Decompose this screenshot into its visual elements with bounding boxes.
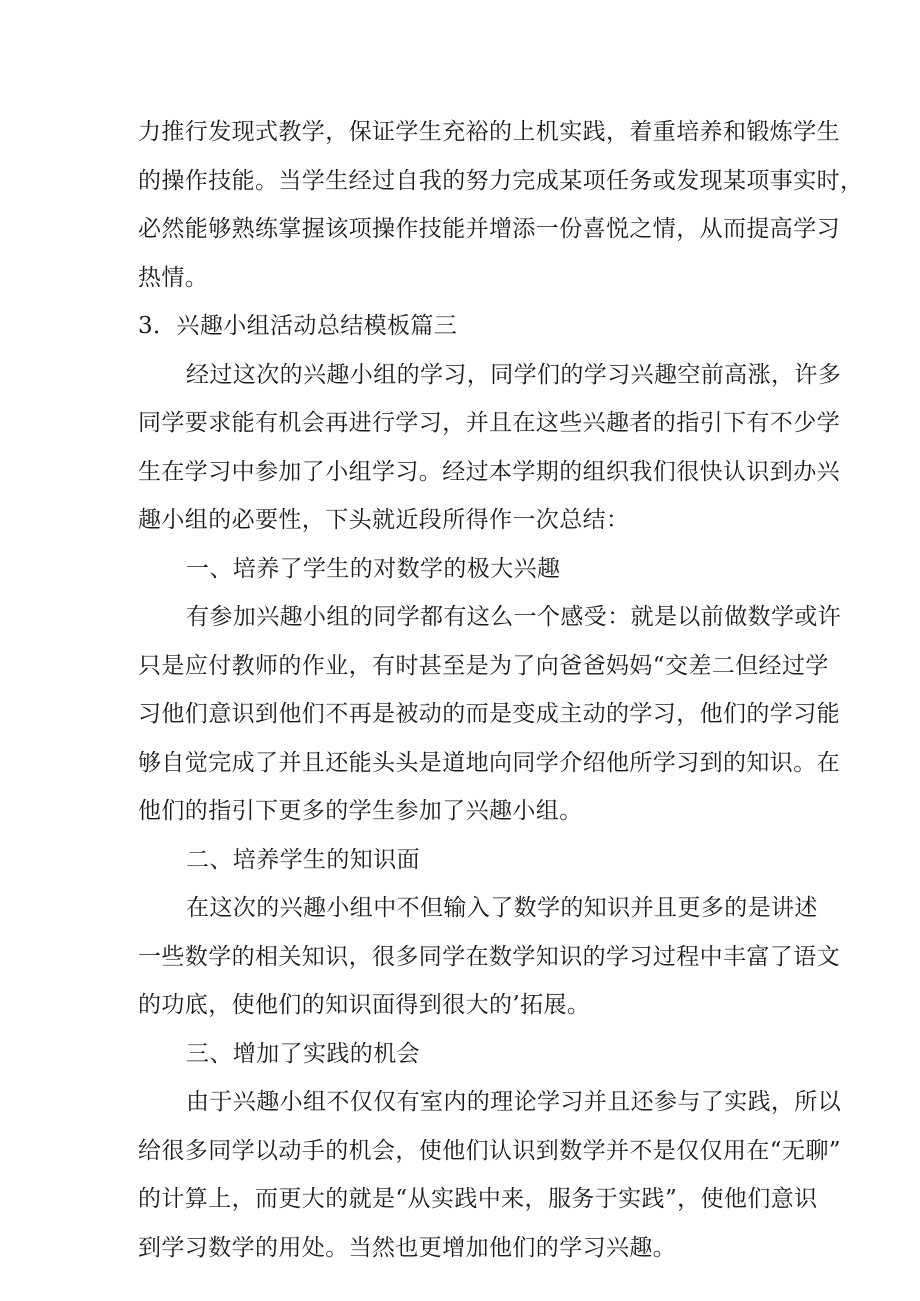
text-line: 趣小组的必要性，下头就近段所得作一次总结： xyxy=(138,507,630,533)
subsection-title-3 xyxy=(138,1030,786,1079)
text-line: 到学习数学的用处。当然也更增加他们的学习兴趣。 xyxy=(138,1234,677,1261)
text-line: 只是应付教师的作业，有时甚至是为了向爸爸妈妈“交差二但经过学 xyxy=(138,652,829,679)
paragraph-section-1 xyxy=(138,593,842,836)
paragraph-continuation xyxy=(138,108,864,302)
text-line: 够自觉完成了并且还能头头是道地向同学介绍他所学习到的知识。在 xyxy=(138,749,840,776)
text-line: 生在学习中参加了小组学习。经过本学期的组织我们很快认识到办兴 xyxy=(138,458,840,485)
text-line: 一些数学的相关知识，很多同学在数学知识的学习过程中丰富了语文 xyxy=(138,943,840,970)
text-line: 在这次的兴趣小组中不但输入了数学的知识并且更多的是讲述 xyxy=(186,895,818,921)
paragraph-intro xyxy=(138,351,842,545)
text-line: 的功底，使他们的知识面得到很大的’拓展。 xyxy=(138,992,591,1018)
paragraph-section-2 xyxy=(138,884,840,1030)
text-line: 必然能够熟练掌握该项操作技能并增添一份喜悦之情，从而提高学习 xyxy=(138,216,840,242)
text-line: 的操作技能。当学生经过自我的努力完成某项任务或发现某项事实时， xyxy=(138,167,864,194)
subsection-title-text: 三、增加了实践的机会 xyxy=(186,1040,420,1067)
text-line: 习他们意识到他们不再是被动的而是变成主动的学习，他们的学习能 xyxy=(138,701,840,727)
paragraph-section-3 xyxy=(138,1078,842,1272)
subsection-title-text: 二、培养学生的知识面 xyxy=(186,846,420,873)
section-heading xyxy=(138,302,786,351)
text-line: 给很多同学以动手的机会，使他们认识到数学并不是仅仅用在“无聊” xyxy=(138,1137,841,1164)
text-line: 的计算上，而更大的就是“从实践中来，服务于实践”，使他们意识 xyxy=(138,1186,818,1212)
heading-text: 3．兴趣小组活动总结模板篇三 xyxy=(138,313,458,339)
text-line: 由于兴趣小组不仅仅有室内的理论学习并且还参与了实践，所以 xyxy=(186,1089,842,1115)
subsection-title-text: 一、培养了学生的对数学的极大兴趣 xyxy=(186,555,561,582)
text-line: 他们的指引下更多的学生参加了兴趣小组。 xyxy=(138,798,583,824)
text-line: 热情。 xyxy=(138,264,209,291)
text-line: 同学要求能有机会再进行学习，并且在这些兴趣者的指引下有不少学 xyxy=(138,410,840,436)
document-body xyxy=(138,108,864,1272)
subsection-title-1 xyxy=(138,545,786,594)
subsection-title-2 xyxy=(138,836,786,885)
text-line: 力推行发现式教学，保证学生充裕的上机实践，着重培养和锻炼学生 xyxy=(138,119,840,145)
text-line: 有参加兴趣小组的同学都有这么一个感受：就是以前做数学或许 xyxy=(186,604,842,630)
text-line: 经过这次的兴趣小组的学习，同学们的学习兴趣空前高涨，许多 xyxy=(186,361,842,388)
